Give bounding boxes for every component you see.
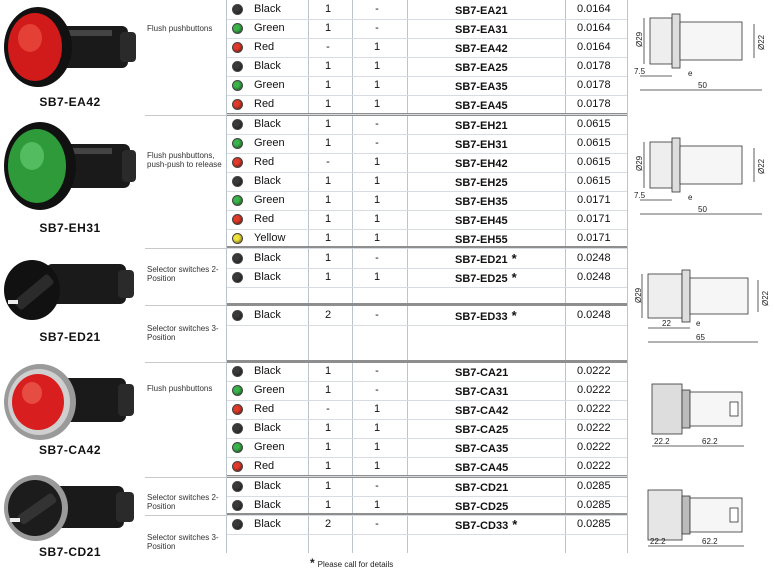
- reference-text: SB7-CA35: [455, 443, 509, 455]
- weight-cell: 0.0248: [577, 271, 611, 283]
- asterisk-icon: *: [511, 270, 517, 285]
- dim-text: Ø22: [757, 34, 766, 50]
- color-cell: Red: [254, 156, 275, 168]
- reference-cell: [455, 438, 575, 457]
- reference-cell: [455, 153, 575, 172]
- color-dot-icon: [232, 310, 243, 321]
- dimension-drawing-ca: [632, 376, 772, 457]
- nc-contact-cell: 1: [373, 403, 381, 415]
- reference-text: SB7-EA31: [455, 24, 508, 36]
- no-contact-cell: 1: [324, 499, 332, 511]
- table-row: [227, 438, 627, 458]
- dim-text: 7.5: [634, 67, 646, 76]
- group-label: Flush pushbuttons: [147, 24, 213, 33]
- weight-cell: 0.0615: [577, 118, 611, 130]
- reference-cell: [455, 457, 575, 476]
- color-cell: Black: [254, 365, 281, 377]
- color-dot-icon: [232, 138, 243, 149]
- dimension-drawing-eh: [632, 130, 772, 227]
- table-row: [227, 57, 627, 77]
- color-dot-icon: [232, 23, 243, 34]
- dim-text: e: [688, 193, 693, 202]
- nc-contact-cell: -: [375, 252, 379, 264]
- color-cell: Black: [254, 175, 281, 187]
- reference-cell: [455, 57, 575, 76]
- table-row: [227, 76, 627, 96]
- weight-cell: 0.0164: [577, 3, 611, 15]
- reference-text: SB7-EH45: [455, 215, 508, 227]
- dim-text: 22.2: [650, 537, 666, 546]
- table-row: [227, 95, 627, 115]
- no-contact-cell: 1: [324, 384, 332, 396]
- dim-text: 22.2: [654, 437, 670, 446]
- table-row: [227, 419, 627, 439]
- product-code: SB7-CD21: [38, 545, 102, 559]
- color-dot-swatch: [232, 481, 243, 492]
- col-divider: [627, 0, 628, 553]
- color-cell: Green: [254, 79, 285, 91]
- color-dot-swatch: [232, 253, 243, 264]
- nc-contact-cell: 1: [373, 156, 381, 168]
- color-dot-icon: [232, 442, 243, 453]
- reference-cell: [455, 268, 575, 287]
- color-dot-swatch: [232, 366, 243, 377]
- color-dot-swatch: [232, 214, 243, 225]
- dim-text: Ø29: [634, 287, 643, 303]
- weight-cell: 0.0171: [577, 232, 611, 244]
- dimension-drawing-ed: [632, 262, 772, 357]
- color-dot-swatch: [232, 4, 243, 15]
- color-dot-icon: [232, 176, 243, 187]
- reference-text: SB7-CA31: [455, 386, 509, 398]
- table-row: [227, 19, 627, 39]
- color-dot-swatch: [232, 233, 243, 244]
- no-contact-cell: 1: [324, 60, 332, 72]
- weight-cell: 0.0222: [577, 365, 611, 377]
- reference-text: SB7-CA21: [455, 367, 509, 379]
- reference-text: SB7-EA35: [455, 81, 508, 93]
- color-cell: Black: [254, 499, 281, 511]
- reference-text: SB7-EA45: [455, 100, 508, 112]
- color-cell: Green: [254, 194, 285, 206]
- no-contact-cell: 1: [324, 441, 332, 453]
- color-dot-swatch: [232, 138, 243, 149]
- dim-text: e: [688, 69, 693, 78]
- reference-cell: [455, 115, 575, 134]
- group-label: Selector switches 2-Position: [147, 265, 219, 283]
- nc-contact-cell: 1: [373, 232, 381, 244]
- dim-text: 50: [698, 81, 707, 90]
- reference-text: SB7-CD21: [455, 482, 509, 494]
- color-dot-icon: [232, 157, 243, 168]
- color-dot-icon: [232, 119, 243, 130]
- color-dot-icon: [232, 61, 243, 72]
- no-contact-cell: 1: [324, 194, 332, 206]
- weight-cell: 0.0164: [577, 41, 611, 53]
- dim-text: 7.5: [634, 191, 646, 200]
- dim-text: Ø22: [761, 290, 770, 306]
- reference-text: SB7-CD25: [455, 501, 509, 513]
- color-cell: Black: [254, 271, 281, 283]
- color-dot-swatch: [232, 404, 243, 415]
- product-code: SB7-CA42: [38, 443, 102, 457]
- color-dot-swatch: [232, 310, 243, 321]
- color-dot-icon: [232, 42, 243, 53]
- table-row: [227, 0, 627, 20]
- table-row: [227, 400, 627, 420]
- color-dot-icon: [232, 366, 243, 377]
- color-dot-swatch: [232, 42, 243, 53]
- group-label: Selector switches 3-Position: [147, 533, 219, 551]
- reference-cell: [455, 172, 575, 191]
- color-dot-icon: [232, 423, 243, 434]
- color-dot-swatch: [232, 519, 243, 530]
- dim-text: 62.2: [702, 537, 718, 546]
- table-row: [227, 268, 627, 288]
- color-cell: Black: [254, 422, 281, 434]
- no-contact-cell: -: [326, 156, 330, 168]
- dim-text: Ø22: [757, 158, 766, 174]
- group-label: Flush pushbuttons: [147, 384, 213, 393]
- color-dot-icon: [232, 272, 243, 283]
- group-divider: [145, 305, 227, 306]
- group-divider: [145, 515, 227, 516]
- table-row: [227, 210, 627, 230]
- reference-text: SB7-ED33: [455, 311, 508, 323]
- product-image-sb7-ed21: [2, 250, 138, 322]
- no-contact-cell: 1: [324, 271, 332, 283]
- no-contact-cell: 1: [324, 22, 332, 34]
- color-cell: Black: [254, 3, 281, 15]
- color-dot-swatch: [232, 157, 243, 168]
- dim-text: 65: [696, 333, 705, 342]
- weight-cell: 0.0222: [577, 422, 611, 434]
- reference-text: SB7-ED25: [455, 273, 508, 285]
- color-cell: Black: [254, 118, 281, 130]
- table-row: [227, 362, 627, 382]
- nc-contact-cell: 1: [373, 271, 381, 283]
- table-row: [227, 477, 627, 497]
- asterisk-icon: *: [310, 556, 315, 570]
- color-cell: Green: [254, 22, 285, 34]
- weight-cell: 0.0285: [577, 499, 611, 511]
- reference-cell: [455, 381, 575, 400]
- color-cell: Red: [254, 41, 275, 53]
- no-contact-cell: 1: [324, 137, 332, 149]
- weight-cell: 0.0178: [577, 60, 611, 72]
- table-row: [227, 515, 627, 535]
- dim-text: e: [696, 319, 701, 328]
- color-dot-swatch: [232, 99, 243, 110]
- reference-text: SB7-EH21: [455, 120, 508, 132]
- nc-contact-cell: -: [375, 137, 379, 149]
- nc-contact-cell: -: [375, 22, 379, 34]
- weight-cell: 0.0615: [577, 137, 611, 149]
- asterisk-icon: *: [512, 517, 518, 532]
- product-image-sb7-ea42: [2, 4, 138, 90]
- color-dot-icon: [232, 214, 243, 225]
- dim-text: Ø29: [635, 31, 644, 47]
- nc-contact-cell: 1: [373, 441, 381, 453]
- weight-cell: 0.0248: [577, 252, 611, 264]
- color-dot-icon: [232, 461, 243, 472]
- product-code: SB7-ED21: [39, 330, 101, 344]
- reference-text: SB7-EH31: [455, 139, 508, 151]
- reference-text: SB7-CD33: [455, 520, 509, 532]
- reference-cell: [455, 19, 575, 38]
- color-dot-swatch: [232, 500, 243, 511]
- color-dot-swatch: [232, 61, 243, 72]
- reference-cell: [455, 419, 575, 438]
- no-contact-cell: 1: [324, 232, 332, 244]
- reference-cell: [455, 362, 575, 381]
- asterisk-icon: *: [511, 251, 517, 266]
- dim-text: 62.2: [702, 437, 718, 446]
- reference-text: SB7-EA42: [455, 43, 508, 55]
- product-code: SB7-EA42: [39, 95, 101, 109]
- nc-contact-cell: -: [375, 3, 379, 15]
- color-cell: Black: [254, 252, 281, 264]
- no-contact-cell: -: [326, 41, 330, 53]
- no-contact-cell: 1: [324, 175, 332, 187]
- table-row: [227, 191, 627, 211]
- reference-cell: [455, 306, 575, 325]
- weight-cell: 0.0248: [577, 309, 611, 321]
- color-dot-swatch: [232, 195, 243, 206]
- nc-contact-cell: -: [375, 480, 379, 492]
- table-row: [227, 496, 627, 516]
- color-dot-icon: [232, 80, 243, 91]
- product-code: SB7-EH31: [39, 221, 101, 235]
- no-contact-cell: 1: [324, 98, 332, 110]
- reference-cell: [455, 249, 575, 268]
- table-row: [227, 249, 627, 269]
- reference-cell: [455, 191, 575, 210]
- color-dot-icon: [232, 233, 243, 244]
- color-cell: Yellow: [254, 232, 286, 244]
- group-label: Selector switches 2-Position: [147, 493, 219, 511]
- no-contact-cell: 1: [324, 365, 332, 377]
- color-cell: Green: [254, 441, 285, 453]
- no-contact-cell: 1: [324, 3, 332, 15]
- reference-cell: [455, 76, 575, 95]
- nc-contact-cell: 1: [373, 98, 381, 110]
- color-dot-icon: [232, 481, 243, 492]
- footnote: [310, 556, 393, 570]
- weight-cell: 0.0615: [577, 175, 611, 187]
- color-dot-swatch: [232, 461, 243, 472]
- table-row: [227, 457, 627, 477]
- color-dot-icon: [232, 500, 243, 511]
- reference-text: SB7-EH35: [455, 196, 508, 208]
- table-row: [227, 38, 627, 58]
- reference-cell: [455, 0, 575, 19]
- color-cell: Red: [254, 98, 275, 110]
- color-dot-icon: [232, 195, 243, 206]
- reference-cell: [455, 95, 575, 114]
- weight-cell: 0.0222: [577, 441, 611, 453]
- reference-text: SB7-CA45: [455, 462, 509, 474]
- weight-cell: 0.0171: [577, 194, 611, 206]
- color-cell: Red: [254, 403, 275, 415]
- nc-contact-cell: 1: [373, 175, 381, 187]
- nc-contact-cell: 1: [373, 60, 381, 72]
- dim-text: 22: [662, 319, 671, 328]
- weight-cell: 0.0178: [577, 98, 611, 110]
- nc-contact-cell: 1: [373, 213, 381, 225]
- color-cell: Black: [254, 480, 281, 492]
- reference-cell: [455, 400, 575, 419]
- color-dot-swatch: [232, 272, 243, 283]
- color-dot-swatch: [232, 442, 243, 453]
- table-row: [227, 153, 627, 173]
- no-contact-cell: 1: [324, 213, 332, 225]
- nc-contact-cell: 1: [373, 194, 381, 206]
- color-dot-icon: [232, 99, 243, 110]
- nc-contact-cell: 1: [373, 79, 381, 91]
- reference-cell: [455, 496, 575, 515]
- reference-text: SB7-ED21: [455, 254, 508, 266]
- color-cell: Black: [254, 60, 281, 72]
- table-row: [227, 134, 627, 154]
- weight-cell: 0.0222: [577, 403, 611, 415]
- group-label: Selector switches 3-Position: [147, 324, 219, 342]
- product-image-sb7-eh31: [2, 118, 138, 214]
- weight-cell: 0.0285: [577, 518, 611, 530]
- no-contact-cell: 1: [324, 480, 332, 492]
- weight-cell: 0.0615: [577, 156, 611, 168]
- weight-cell: 0.0171: [577, 213, 611, 225]
- no-contact-cell: 1: [324, 79, 332, 91]
- color-dot-swatch: [232, 423, 243, 434]
- table-row: [227, 306, 627, 326]
- color-dot-icon: [232, 4, 243, 15]
- color-dot-icon: [232, 253, 243, 264]
- color-cell: Black: [254, 309, 281, 321]
- table-row: [227, 229, 627, 249]
- color-dot-swatch: [232, 23, 243, 34]
- reference-text: SB7-EA25: [455, 62, 508, 74]
- reference-cell: [455, 515, 575, 534]
- no-contact-cell: -: [326, 403, 330, 415]
- table-row: [227, 115, 627, 135]
- asterisk-icon: *: [511, 308, 517, 323]
- reference-text: SB7-EH55: [455, 234, 508, 246]
- color-cell: Red: [254, 213, 275, 225]
- no-contact-cell: 1: [324, 422, 332, 434]
- nc-contact-cell: -: [375, 309, 379, 321]
- dimension-drawing-ea: [632, 6, 772, 103]
- nc-contact-cell: 1: [373, 41, 381, 53]
- no-contact-cell: 1: [324, 118, 332, 130]
- color-dot-icon: [232, 385, 243, 396]
- no-contact-cell: 2: [324, 518, 332, 530]
- dim-text: 50: [698, 205, 707, 214]
- color-cell: Green: [254, 384, 285, 396]
- color-dot-swatch: [232, 80, 243, 91]
- reference-text: SB7-EA21: [455, 5, 508, 17]
- table-row: [227, 172, 627, 192]
- footnote-text: Please call for details: [317, 560, 394, 569]
- color-dot-swatch: [232, 385, 243, 396]
- product-image-sb7-cd21: [2, 474, 138, 546]
- dim-text: Ø29: [635, 155, 644, 171]
- dimension-drawing-cd: [632, 482, 772, 559]
- reference-text: SB7-EH42: [455, 158, 508, 170]
- reference-text: SB7-CA25: [455, 424, 509, 436]
- reference-cell: [455, 477, 575, 496]
- color-dot-icon: [232, 519, 243, 530]
- nc-contact-cell: 1: [373, 422, 381, 434]
- color-cell: Green: [254, 137, 285, 149]
- color-dot-swatch: [232, 176, 243, 187]
- reference-cell: [455, 210, 575, 229]
- nc-contact-cell: -: [375, 365, 379, 377]
- group-divider: [145, 248, 227, 249]
- color-cell: Red: [254, 460, 275, 472]
- no-contact-cell: 1: [324, 460, 332, 472]
- group-divider: [145, 362, 227, 363]
- weight-cell: 0.0285: [577, 480, 611, 492]
- weight-cell: 0.0164: [577, 22, 611, 34]
- nc-contact-cell: -: [375, 118, 379, 130]
- group-divider: [145, 115, 227, 116]
- color-cell: Black: [254, 518, 281, 530]
- weight-cell: 0.0178: [577, 79, 611, 91]
- nc-contact-cell: 1: [373, 499, 381, 511]
- color-dot-icon: [232, 404, 243, 415]
- weight-cell: 0.0222: [577, 384, 611, 396]
- reference-cell: [455, 229, 575, 248]
- color-dot-swatch: [232, 119, 243, 130]
- reference-text: SB7-CA42: [455, 405, 509, 417]
- reference-cell: [455, 38, 575, 57]
- nc-contact-cell: -: [375, 384, 379, 396]
- reference-cell: [455, 134, 575, 153]
- reference-text: SB7-EH25: [455, 177, 508, 189]
- group-label: Flush pushbuttons, push-push to release: [147, 151, 222, 169]
- nc-contact-cell: 1: [373, 460, 381, 472]
- nc-contact-cell: -: [375, 518, 379, 530]
- group-divider: [145, 477, 227, 478]
- no-contact-cell: 1: [324, 252, 332, 264]
- no-contact-cell: 2: [324, 309, 332, 321]
- product-image-sb7-ca42: [2, 362, 138, 442]
- weight-cell: 0.0222: [577, 460, 611, 472]
- table-row: [227, 381, 627, 401]
